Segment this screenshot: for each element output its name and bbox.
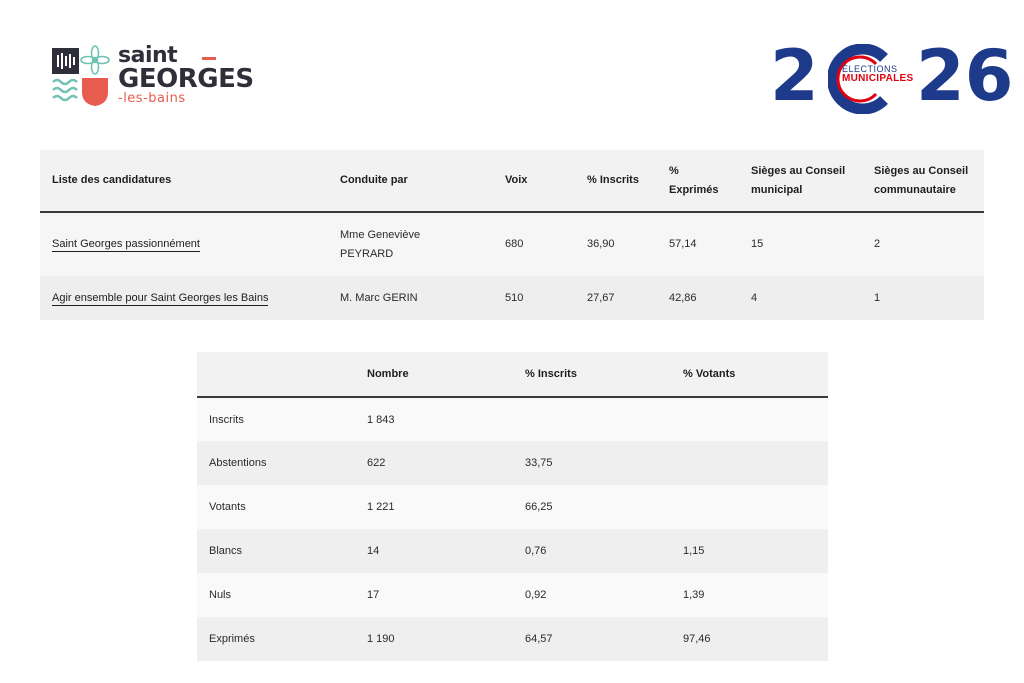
count-cell: 1 190 (367, 633, 395, 645)
row-label: Inscrits (209, 413, 244, 426)
pct-registered-cell: 36,90 (587, 238, 615, 250)
col-header-seats-council (739, 150, 862, 212)
seats-community-cell: 1 (874, 291, 881, 304)
votes-cell: 510 (505, 291, 524, 304)
table-row (40, 212, 984, 276)
pct-voters-cell (671, 441, 828, 485)
row-label: Blancs (209, 545, 243, 557)
list-link-saint-georges-passionnement[interactable]: Saint Georges passionnément (52, 238, 200, 250)
list-cell (40, 276, 328, 320)
count-cell: 1 221 (367, 501, 395, 513)
table-row (197, 485, 828, 529)
row-label: Abstentions (209, 457, 267, 469)
col-header-votes: Voix (505, 174, 528, 186)
count-cell: 1 843 (367, 413, 395, 426)
col-header-seats-council-l1: Sièges au Conseil (751, 164, 846, 177)
table-row (197, 573, 828, 617)
col-header-list: Liste des candidatures (52, 174, 172, 186)
col-header-count: Nombre (367, 368, 409, 380)
pct-registered-cell: 0,92 (525, 589, 547, 601)
election-logo (770, 35, 1014, 117)
count-cell: 17 (367, 589, 380, 601)
pct-registered-cell: 27,67 (587, 291, 615, 304)
list-cell (40, 212, 328, 276)
col-header-pct-expressed-l1: % (669, 164, 679, 177)
pct-expressed-cell: 42,86 (669, 291, 697, 304)
participation-header-row (197, 352, 828, 397)
seats-council-cell: 4 (751, 291, 758, 304)
list-link-agir-ensemble[interactable]: Agir ensemble pour Saint Georges les Bains (52, 291, 269, 304)
town-name-line1: saint (118, 43, 178, 68)
col-header-pct-voters: % Votants (683, 368, 736, 380)
pct-voters-cell: 1,39 (683, 589, 705, 601)
pct-registered-cell (513, 397, 671, 441)
col-header-pct-registered: % Inscrits (525, 368, 577, 380)
results-header-row (40, 150, 984, 212)
col-header-seats-community-l2: communautaire (874, 183, 956, 196)
leader-name-l2: PEYRARD (340, 247, 394, 260)
pct-voters-cell: 97,46 (683, 633, 711, 645)
pct-voters-cell: 1,15 (683, 545, 705, 557)
table-row (197, 397, 828, 441)
leader-name-l1: Mme Geneviève (340, 228, 421, 241)
leader-cell: M. Marc GERIN (340, 291, 418, 304)
table-row (40, 276, 984, 320)
col-header-leader: Conduite par (340, 174, 408, 186)
table-row (197, 529, 828, 573)
col-header-seats-community (862, 150, 984, 212)
pct-registered-cell: 33,75 (525, 457, 553, 469)
town-name-line2: GEORGES (118, 64, 254, 94)
participation-table (197, 352, 828, 661)
election-year-right: 26 (916, 35, 1014, 117)
leader-cell (328, 212, 493, 276)
col-header-seats-council-l2: municipal (751, 183, 803, 196)
row-label: Nuls (209, 589, 232, 601)
row-label: Votants (209, 501, 246, 513)
col-header-label (197, 352, 355, 397)
election-label-top: ÉLECTIONS (842, 64, 898, 74)
pct-expressed-cell: 57,14 (669, 238, 697, 250)
col-header-pct-expressed (657, 150, 739, 212)
table-row (197, 441, 828, 485)
pct-voters-cell (671, 485, 828, 529)
row-label: Exprimés (209, 633, 255, 645)
count-cell: 14 (367, 545, 380, 557)
election-label-bottom: MUNICIPALES (842, 73, 914, 84)
col-header-pct-registered: % Inscrits (587, 174, 639, 186)
seats-council-cell: 15 (751, 238, 764, 250)
town-logo[interactable] (52, 44, 252, 110)
town-name-line3: -les-bains (118, 91, 186, 106)
count-cell: 622 (367, 457, 386, 469)
col-header-pct-expressed-l2: Exprimés (669, 183, 719, 196)
table-row (197, 617, 828, 661)
votes-cell: 680 (505, 238, 524, 250)
town-name-dash (202, 57, 216, 60)
town-wordmark (118, 44, 252, 110)
pct-registered-cell: 64,57 (525, 633, 553, 645)
seats-community-cell: 2 (874, 238, 881, 250)
pct-registered-cell: 0,76 (525, 545, 547, 557)
results-table (40, 150, 984, 320)
pct-voters-cell (671, 397, 828, 441)
town-emblem-icon (52, 44, 110, 108)
col-header-seats-community-l1: Sièges au Conseil (874, 164, 969, 177)
election-year-left: 2 (770, 35, 819, 117)
pct-registered-cell: 66,25 (525, 501, 553, 513)
